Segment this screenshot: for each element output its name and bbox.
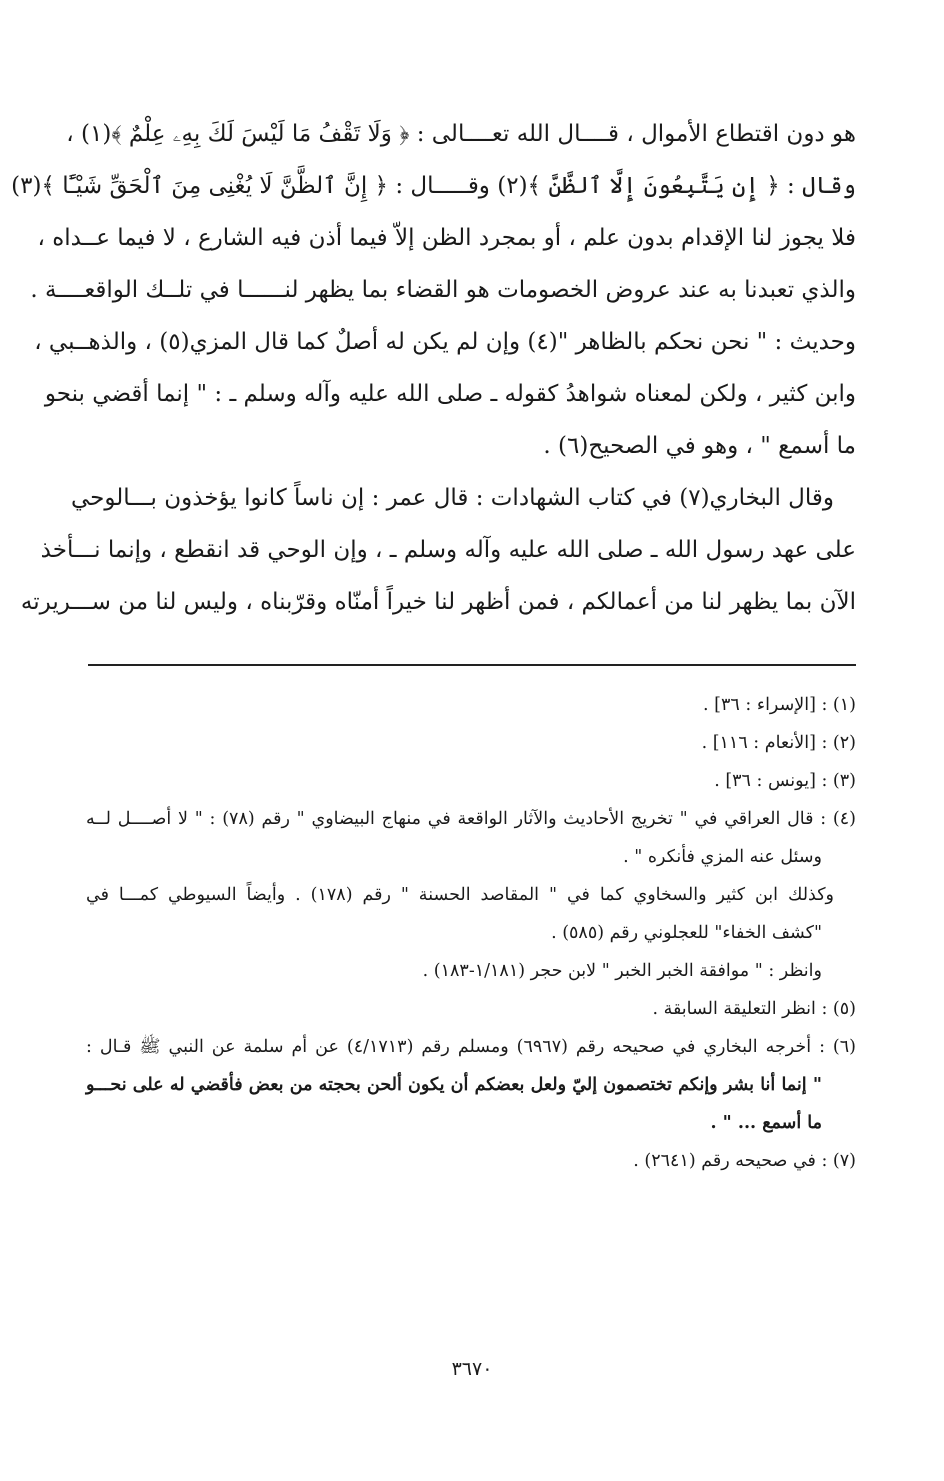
footnote-line: "كشف الخفاء" للعجلوني رقم (٥٨٥) . xyxy=(551,923,822,943)
footnote-line: وكذلك ابن كثير والسخاوي كما في " المقاصد الحسنة " رقم (١٧٨) . وأيضاً السيوطي كمـــا في xyxy=(86,885,834,905)
footnote-line: (٧) : في صحيحه رقم (٢٦٤١) . xyxy=(633,1151,856,1171)
text-line: وقال البخاري(٧) في كتاب الشهادات : قال عمر : إن ناساً كانوا يؤخذون بـــالوحي xyxy=(70,485,834,511)
footnote-line: (٥) : انظر التعليقة السابقة . xyxy=(652,999,856,1019)
text-line: على عهد رسول الله ـ صلى الله عليه وآله وسلم ـ ، وإن الوحي قد انقطع ، وإنما نـــأخذ xyxy=(40,537,856,563)
text-line: والذي تعبدنا به عند عروض الخصومات هو القضاء بما يظهر لنــــــا في تلــك الواقعــــة . xyxy=(30,277,856,303)
footnote-separator xyxy=(88,664,856,666)
text-line: وقال : ﴿ إِن يَتَّبِعُونَ إِلَّا ٱلظَّنَّ ﴾(٢) وقـــــال : ﴿ إِنَّ ٱلظَّنَّ لَا يُغْنِى مِنَ ٱلْحَقِّ شَيْـًٔا ﴾(٣) xyxy=(11,173,856,199)
footnotes xyxy=(86,686,856,1180)
text-line: ما أسمع " ، وهو في الصحيح(٦) . xyxy=(543,433,856,459)
footnote-line: (٦) : أخرجه البخاري في صحيحه رقم (٦٩٦٧) ومسلم رقم (٤/١٧١٣) عن أم سلمة عن النبي ﷺ قـال : xyxy=(86,1037,856,1057)
footnote-line: " إنما أنا بشر وإنكم تختصمون إليّ ولعل بعضكم أن يكون ألحن بحجته من بعض فأقضي له على نحـــو xyxy=(86,1075,822,1095)
footnote-line: وانظر : " موافقة الخبر الخبر " لابن حجر (١/١٨١-١٨٣) . xyxy=(422,961,822,981)
text-line: هو دون اقتطاع الأموال ، قــــال الله تعــــالى : ﴿ وَلَا تَقْفُ مَا لَيْسَ لَكَ بِهِۦ عِلْمٌ ﴾(١) ، xyxy=(66,121,856,147)
footnote-line: (٤) : قال العراقي في " تخريج الأحاديث والآثار الواقعة في منهاج البيضاوي " رقم (٧٨) : " لا أصــــل لــه xyxy=(86,809,856,829)
footnote-line: (٣) : [يونس : ٣٦] . xyxy=(714,771,856,791)
page-number: ٣٦٧٠ xyxy=(451,1358,493,1380)
footnote-line: وسئل عنه المزي فأنكره " . xyxy=(623,847,822,867)
footnote-line: (١) : [الإسراء : ٣٦] . xyxy=(703,695,856,715)
footnote-line: ما أسمع ... " . xyxy=(710,1113,822,1133)
main-text xyxy=(11,108,856,628)
text-line: فلا يجوز لنا الإقدام بدون علم ، أو بمجرد الظن إلاّ فيما أذن فيه الشارع ، لا فيما عــداه ، xyxy=(37,225,856,251)
footnote-line: (٢) : [الأنعام : ١١٦] . xyxy=(701,733,856,753)
text-line: وحديث : " نحن نحكم بالظاهر "(٤) وإن لم يكن له أصلٌ كما قال المزي(٥) ، والذهــبي ، xyxy=(34,329,856,355)
text-line: الآن بما يظهر لنا من أعمالكم ، فمن أظهر لنا خيراً أمنّاه وقرّبناه ، وليس لنا من ســـريرته xyxy=(20,589,856,615)
text-line: وابن كثير ، ولكن لمعناه شواهدُ كقوله ـ صلى الله عليه وآله وسلم ـ : " إنما أقضي بنحو xyxy=(44,381,856,407)
